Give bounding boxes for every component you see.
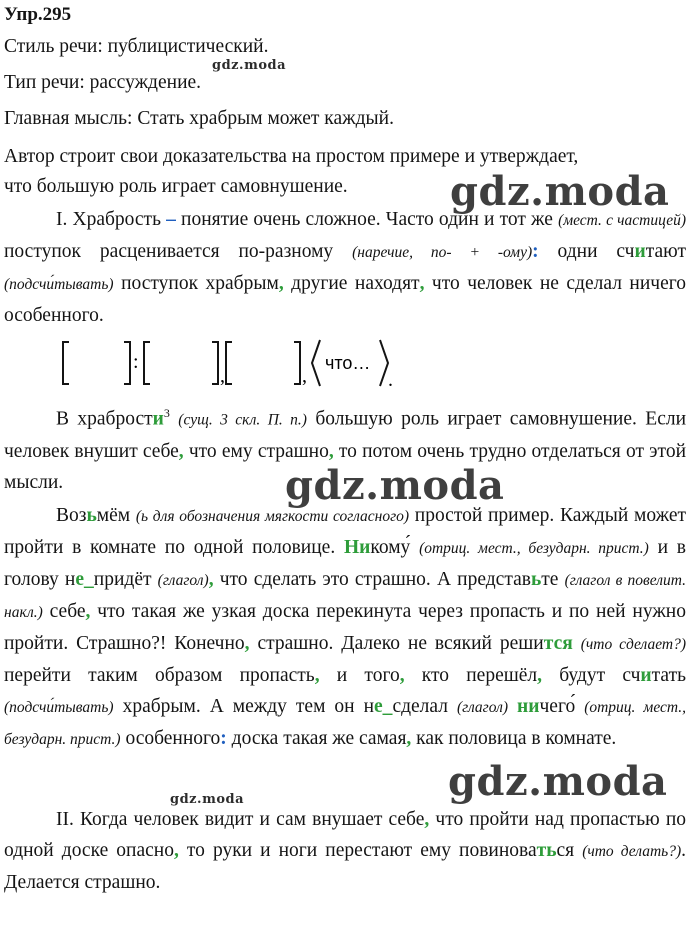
- text: храбрым. А между тем он н: [113, 696, 375, 717]
- text: страшно. Далеко не всякий реши: [249, 633, 544, 654]
- highlight-letter: ь: [530, 569, 542, 590]
- dash-mark: –: [166, 209, 176, 230]
- intro-line-1: Автор строит свои доказательства на простом примере и утверждает,: [4, 146, 579, 167]
- text: большую роль играет самовнушение. Если человек внушит себе: [4, 408, 687, 462]
- scheme-comma: ,: [302, 365, 307, 387]
- text: В храброст: [56, 408, 153, 430]
- speech-type-line: Тип речи: рассуждение.: [4, 72, 202, 93]
- grammar-note: (мест. с частицей): [558, 212, 686, 229]
- text: что такая же узкая доска перекинута через пропасть и по ней нужно пройти. Страшно?! Конечно: [4, 601, 686, 654]
- comma-mark: ,: [419, 273, 425, 294]
- text: доска такая же самая: [226, 728, 407, 749]
- paren-close: [380, 340, 388, 386]
- text: будут сч: [542, 665, 641, 686]
- colon-mark: :: [220, 728, 227, 749]
- highlight-letter: и: [640, 665, 652, 686]
- text: что ему страшно: [183, 440, 329, 462]
- text: I. Храбрость: [56, 209, 167, 230]
- watermark-small: gdz.moda: [170, 792, 245, 807]
- watermark-small: gdz.moda: [212, 58, 287, 73]
- watermark-big: gdz.moda: [450, 168, 670, 215]
- paragraph-1: [4, 204, 686, 331]
- paragraph-4: [4, 804, 686, 898]
- scheme-clause-label: что…: [325, 353, 371, 373]
- scheme-colon: :: [133, 351, 139, 373]
- exercise-title: Упр.295: [4, 4, 72, 25]
- highlight-letter: тся: [543, 633, 573, 654]
- comma-mark: ,: [208, 569, 214, 590]
- main-thought-line: Главная мысль: Стать храбрым может каждый.: [4, 108, 394, 129]
- colon-mark: :: [532, 241, 539, 262]
- text: то потом очень трудно отделаться от этой мысли.: [4, 440, 687, 493]
- highlight-letter: е_: [374, 696, 393, 717]
- highlight-letter: ни: [517, 696, 540, 717]
- text: как половица в комнате.: [411, 728, 617, 749]
- comma-mark: ,: [244, 633, 250, 654]
- comma-mark: ,: [424, 809, 430, 830]
- bracket-close: [294, 342, 300, 384]
- watermark-big: gdz.moda: [285, 462, 505, 509]
- paragraph-3: [4, 500, 686, 755]
- text: одни сч: [538, 241, 635, 262]
- text: что сделать это страшно. А представ: [213, 569, 531, 590]
- text: другие находят: [283, 273, 420, 294]
- highlight-letter: ть: [536, 840, 557, 861]
- bracket-open: [226, 342, 232, 384]
- comma-mark: ,: [406, 728, 412, 749]
- text: перейти таким образом пропасть: [4, 665, 315, 686]
- text: особенного: [120, 728, 221, 749]
- highlight-letter: ь: [86, 505, 97, 526]
- comma-mark: ,: [399, 665, 405, 686]
- text: II. Когда человек видит и сам внушает себе: [56, 809, 425, 830]
- text: то руки и ноги перестают ему повинова: [178, 840, 537, 861]
- sentence-scheme: [60, 336, 400, 390]
- comma-mark: ,: [278, 273, 284, 294]
- grammar-note: (наречие, по- + -ому): [352, 244, 533, 261]
- text: тают: [645, 241, 686, 262]
- text: поступок расценивается по-разному: [4, 241, 353, 262]
- highlight-letter: и: [634, 241, 646, 262]
- grammar-note: (сущ. 3 скл. П. п.): [178, 411, 307, 429]
- text: кому́: [370, 537, 420, 558]
- text: и в голову н: [4, 537, 687, 590]
- grammar-note: (глагол): [456, 699, 508, 716]
- speech-style-line: Стиль речи: публицистический.: [4, 36, 269, 57]
- text: что пройти над пропастью по одной доске опасно: [4, 809, 686, 861]
- paren-open: [312, 340, 320, 386]
- text: себе: [42, 601, 86, 622]
- bracket-close: [124, 342, 130, 384]
- declension-superscript: 3: [163, 406, 170, 420]
- text: . Делается страшно.: [4, 840, 686, 893]
- grammar-note: (подсчи́тывать): [4, 276, 114, 293]
- watermark-big: gdz.moda: [448, 758, 668, 805]
- text: те: [541, 569, 565, 590]
- grammar-note: (что сделает?): [580, 636, 686, 653]
- comma-mark: ,: [178, 440, 184, 462]
- text: чего́: [539, 696, 585, 717]
- grammar-note: (отриц. мест., безударн. прист.): [419, 540, 649, 557]
- grammar-note: (глагол): [157, 572, 209, 589]
- grammar-note: (глагол в повелит. накл.): [4, 572, 686, 621]
- text: простой пример. Каждый может пройти в комнате по одной половице.: [4, 505, 687, 558]
- text: что человек не сделал ничего особенного.: [4, 273, 686, 326]
- grammar-note: (ь для обозначения мягкости согласного): [135, 508, 410, 525]
- text: и того: [319, 665, 400, 686]
- comma-mark: ,: [328, 440, 334, 462]
- text: поступок храбрым: [113, 273, 279, 294]
- intro-line-2: что большую роль играет самовнушение.: [4, 176, 348, 197]
- scheme-dot: .: [388, 369, 393, 390]
- comma-mark: ,: [173, 840, 179, 861]
- scheme-comma: ,: [220, 365, 225, 387]
- text: придёт: [93, 569, 158, 590]
- grammar-note: (что делать?): [582, 843, 682, 860]
- text: кто перешёл: [404, 665, 538, 686]
- grammar-note: (подсчи́тывать): [4, 699, 114, 716]
- text: мём: [96, 505, 136, 526]
- bracket-open: [63, 342, 69, 384]
- comma-mark: ,: [85, 601, 91, 622]
- highlight-letter: е_: [75, 569, 94, 590]
- highlight-letter: и: [152, 408, 164, 430]
- grammar-note: (отриц. мест., безударн. прист.): [4, 699, 687, 748]
- text: понятие очень сложное. Часто один и тот же: [175, 209, 559, 230]
- text: Воз: [56, 505, 87, 526]
- comma-mark: ,: [314, 665, 320, 686]
- text: тать: [651, 665, 686, 686]
- comma-mark: ,: [537, 665, 543, 686]
- bracket-open: [144, 342, 150, 384]
- text: сделал: [392, 696, 457, 717]
- text: ся: [556, 840, 583, 861]
- highlight-letter: Ни: [343, 537, 371, 558]
- bracket-close: [212, 342, 218, 384]
